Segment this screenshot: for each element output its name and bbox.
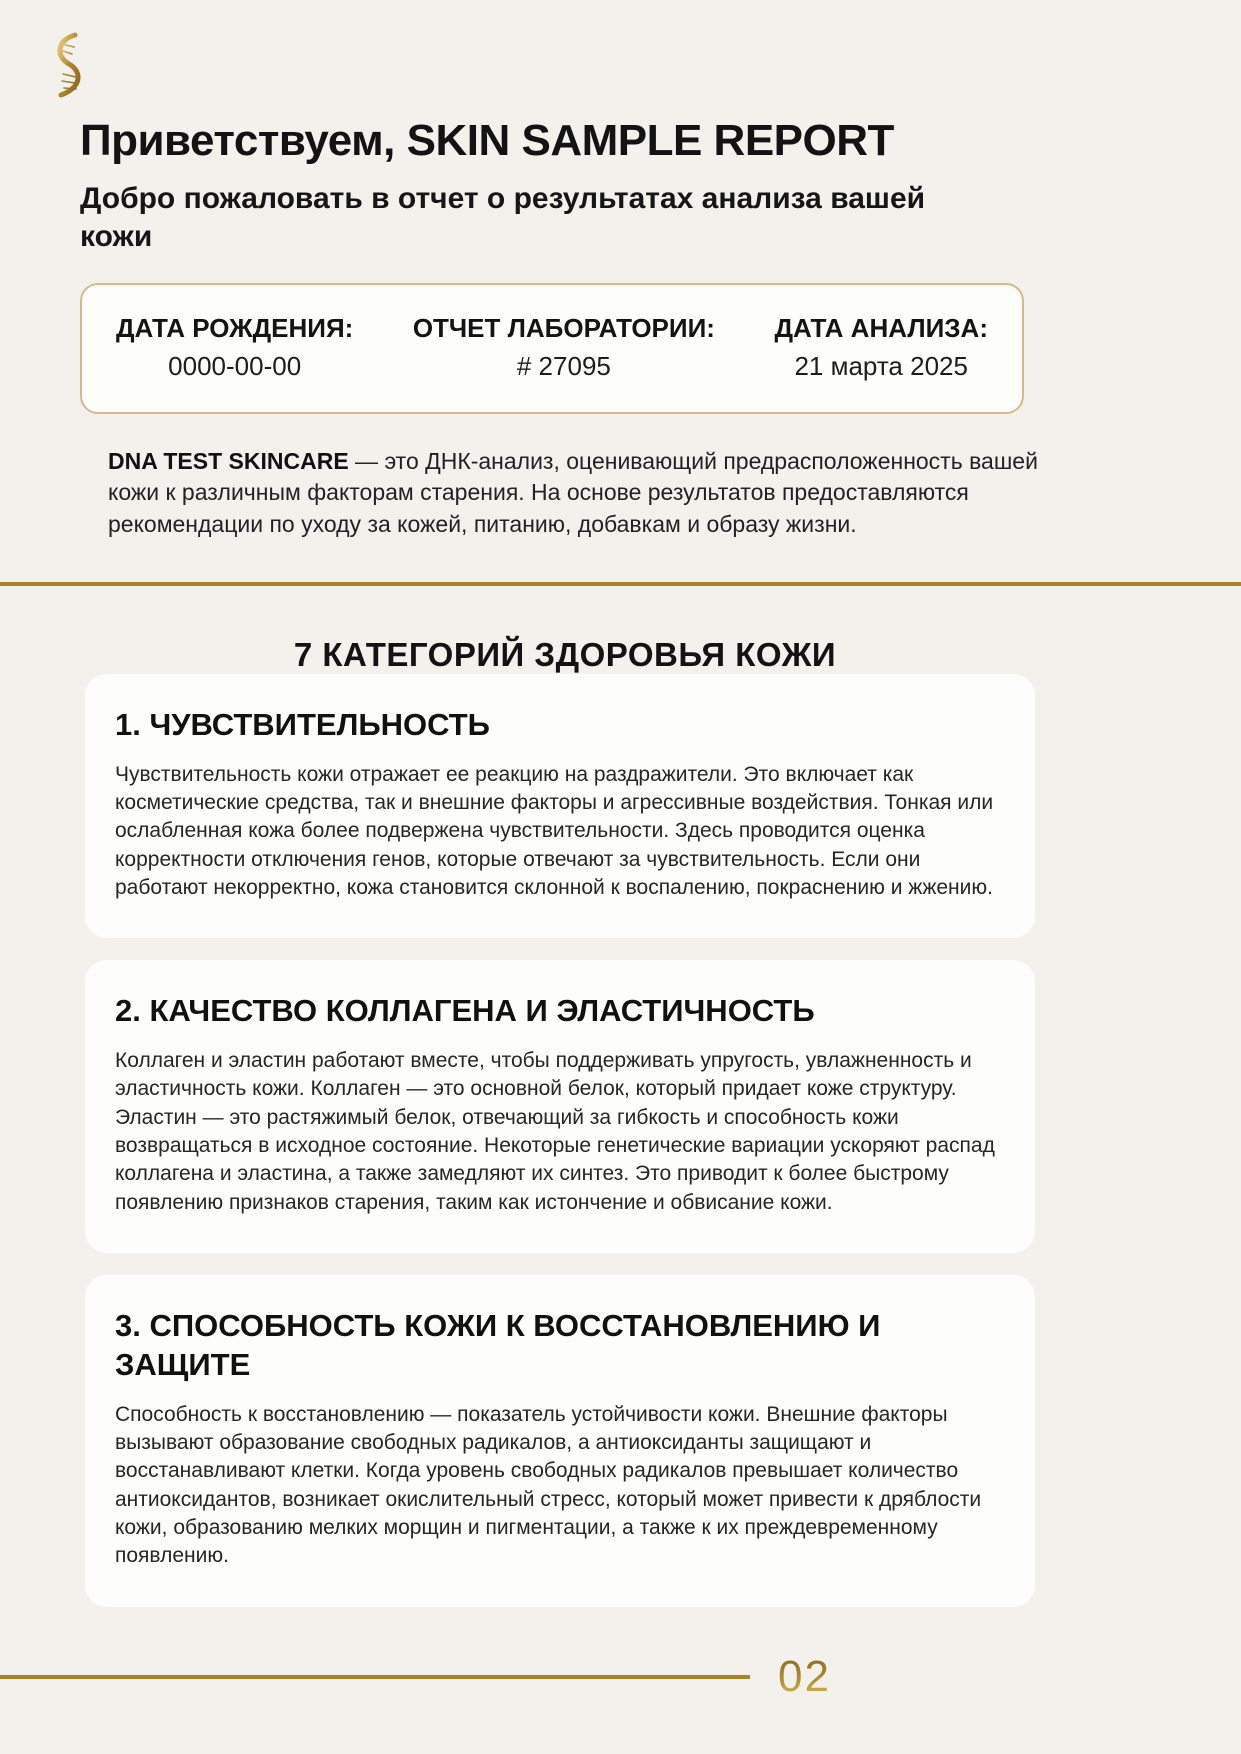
analysis-date-field [774, 313, 988, 382]
page-title: Приветствуем, SKIN SAMPLE REPORT [80, 116, 894, 165]
dna-helix-logo-icon [48, 30, 88, 102]
birth-date-value: 0000-00-00 [168, 351, 302, 381]
footer-gold-line [0, 1675, 750, 1679]
category-description: Способность к восстановлению — показатель устойчивости кожи. Внешние факторы вызывают образование свободных радикалов, а антиоксиданты защищают и восстанавливают клетки. Когда уровень свободных радикалов превышает количество антиоксидантов, возникает окислительный стресс, который может привести к дряблости кожи, образованию мелких морщин и пигментации, а также к их преждевременному появлению. [115, 1402, 982, 1568]
category-description: Чувствительность кожи отражает ее реакцию на раздражители. Это включает как косметические средства, так и внешние факторы и агрессивные воздействия. Тонкая или ослабленная кожа более подвержена чувствительности. Здесь проводится оценка корректности отключения генов, которые отвечают за чувствительность. Если они работают некорректно, кожа становится склонной к воспалению, покраснению и жжению. [115, 762, 994, 899]
report-page [0, 30, 1241, 540]
section-title: 7 КАТЕГОРИЙ ЗДОРОВЬЯ КОЖИ [293, 635, 837, 673]
lab-report-label: ОТЧЕТ ЛАБОРАТОРИИ: [412, 313, 715, 343]
report-meta-box [80, 283, 1024, 414]
category-title: 3. СПОСОБНОСТЬ КОЖИ К ВОССТАНОВЛЕНИЮ И ЗАЩИТЕ [115, 1308, 881, 1382]
category-card-repair-protection [85, 1275, 1035, 1607]
analysis-date-value: 21 марта 2025 [794, 351, 968, 381]
birth-date-label: ДАТА РОЖДЕНИЯ: [116, 313, 354, 343]
page-footer [0, 1652, 1241, 1754]
category-description: Коллаген и эластин работают вместе, чтобы поддерживать упругость, увлажненность и эластичность кожи. Коллаген — это основной белок, который придает коже структуру. Эластин — это растяжимый белок, отвечающий за гибкость и способность кожи возвращаться в исходное состояние. Некоторые генетические вариации ускоряют распад коллагена и эластина, а также замедляют их синтез. Это приводит к более быстрому появлению признаков старения, таким как истончение и обвисание кожи. [115, 1049, 995, 1214]
category-card-collagen-elasticity [85, 960, 1035, 1253]
lab-report-field [413, 313, 715, 382]
brand-name: DNA TEST SKINCARE [108, 448, 349, 474]
page-number: 02 [778, 1652, 831, 1701]
category-title: 1. ЧУВСТВИТЕЛЬНОСТЬ [115, 706, 490, 742]
lab-report-value: # 27095 [516, 351, 611, 381]
intro-text: — это ДНК-анализ, оценивающий предрасположенность вашей кожи к различным факторам старения. На основе результатов предоставляются рекомендации по уходу за кожей, питанию, добавкам и образу жизни. [108, 448, 1038, 537]
analysis-date-label: ДАТА АНАЛИЗА: [774, 313, 988, 343]
page-subtitle: Добро пожаловать в отчет о результатах анализа вашей кожи [80, 182, 926, 253]
category-card-sensitivity [85, 674, 1035, 938]
intro-paragraph [80, 446, 1040, 540]
category-title: 2. КАЧЕСТВО КОЛЛАГЕНА И ЭЛАСТИЧНОСТЬ [115, 993, 815, 1029]
birth-date-field [116, 313, 353, 382]
